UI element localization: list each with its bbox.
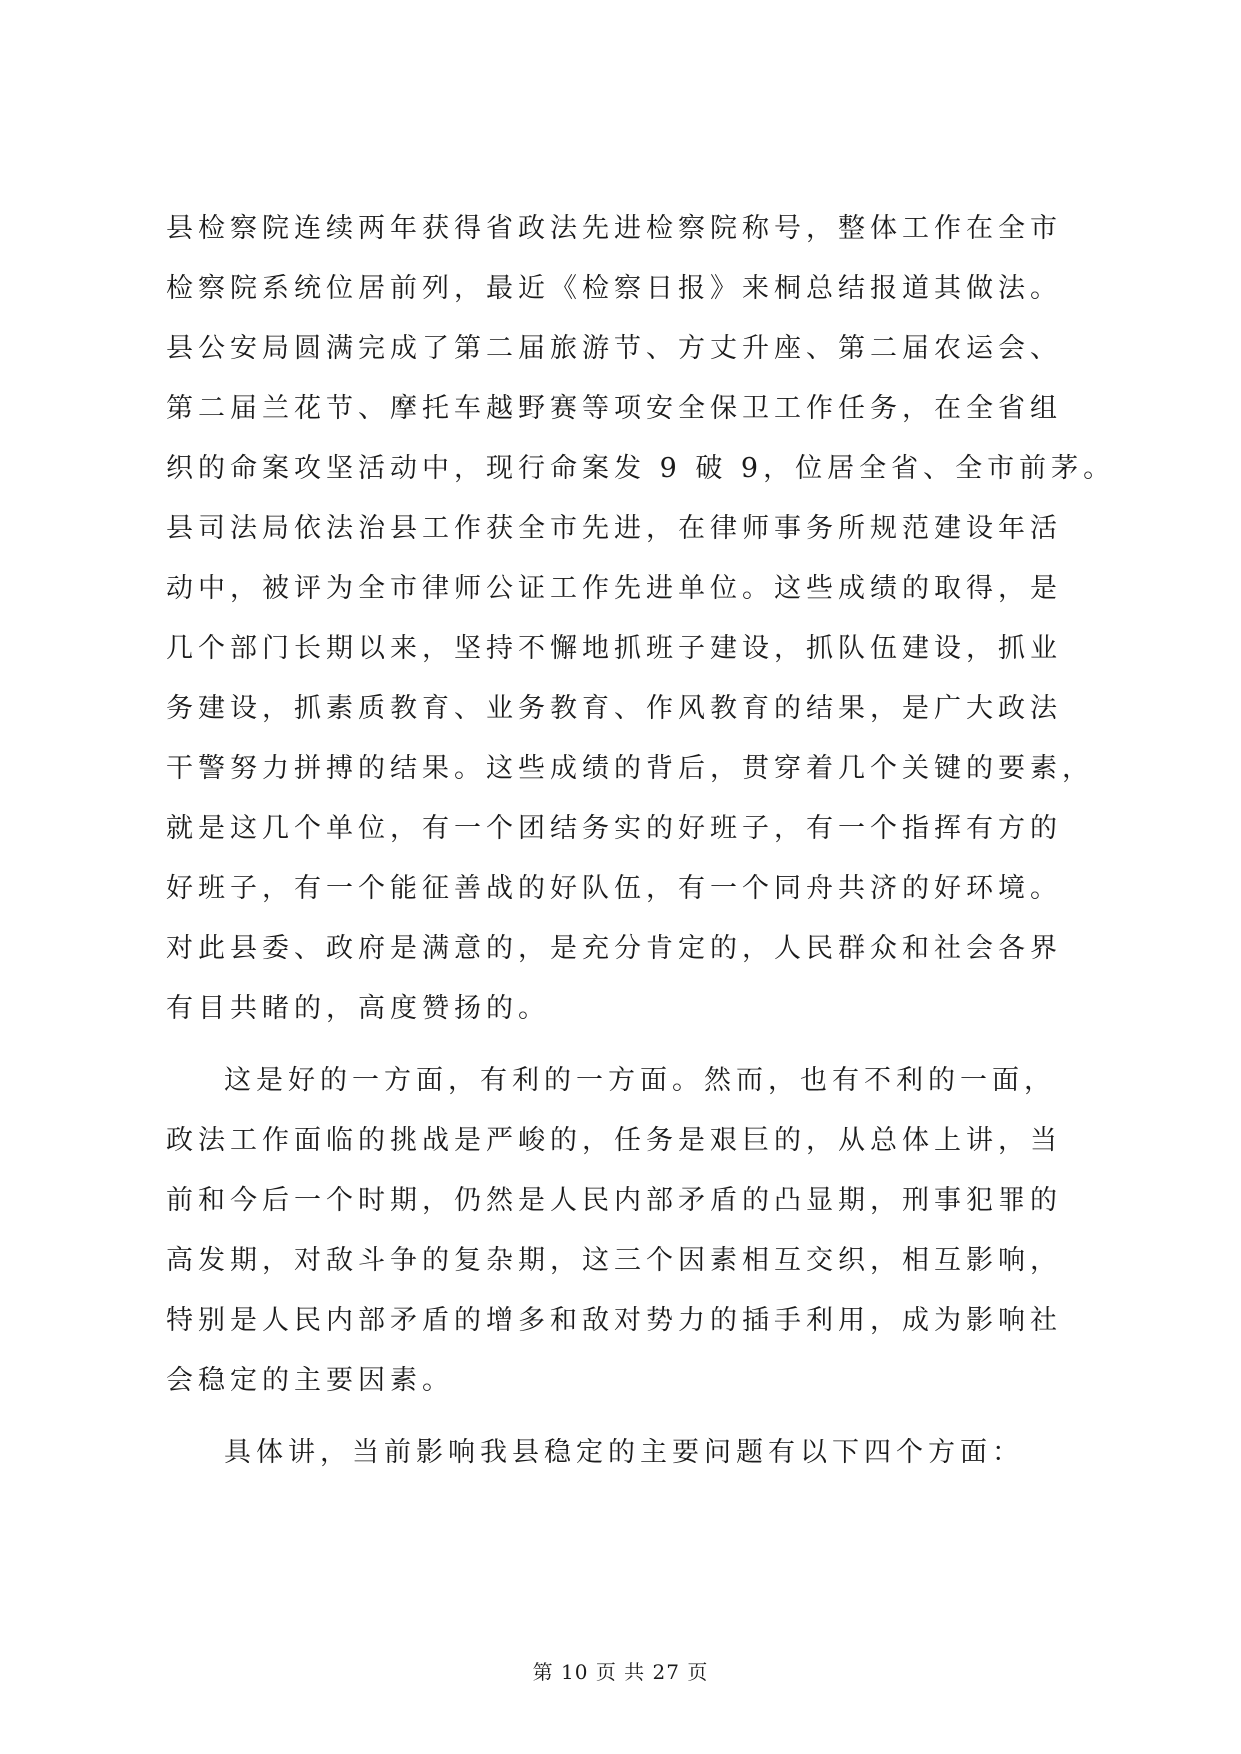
- text-line: 政法工作面临的挑战是严峻的，任务是艰巨的，从总体上讲，当: [166, 1125, 1062, 1156]
- text-line: 这是好的一方面，有利的一方面。然而，也有不利的一面，: [224, 1065, 1056, 1096]
- paragraph-1: [166, 199, 1116, 1039]
- text-line: 动中，被评为全市律师公证工作先进单位。这些成绩的取得，是: [166, 573, 1062, 604]
- text-line: 第二届兰花节、摩托车越野赛等项安全保卫工作任务，在全省组: [166, 393, 1062, 424]
- paragraph-3: [166, 1423, 1076, 1483]
- text-line: 对此县委、政府是满意的，是充分肯定的，人民群众和社会各界: [166, 933, 1062, 964]
- text-line: 检察院系统位居前列，最近《检察日报》来桐总结报道其做法。: [166, 273, 1062, 304]
- text-line: 几个部门长期以来，坚持不懈地抓班子建设，抓队伍建设，抓业: [166, 633, 1062, 664]
- text-line: 好班子，有一个能征善战的好队伍，有一个同舟共济的好环境。: [166, 873, 1062, 904]
- text-line: 有目共睹的，高度赞扬的。: [166, 993, 550, 1024]
- text-line: 县公安局圆满完成了第二届旅游节、方丈升座、第二届农运会、: [166, 333, 1062, 364]
- text-line: 干警努力拼搏的结果。这些成绩的背后，贯穿着几个关键的要素，: [166, 753, 1094, 784]
- text-line: 务建设，抓素质教育、业务教育、作风教育的结果，是广大政法: [166, 693, 1062, 724]
- text-line: 特别是人民内部矛盾的增多和敌对势力的插手利用，成为影响社: [166, 1305, 1062, 1336]
- text-line: 县司法局依法治县工作获全市先进，在律师事务所规范建设年活: [166, 513, 1062, 544]
- text-line: 会稳定的主要因素。: [166, 1365, 454, 1396]
- text-line: 高发期，对敌斗争的复杂期，这三个因素相互交织，相互影响，: [166, 1245, 1062, 1276]
- text-line: 具体讲，当前影响我县稳定的主要问题有以下四个方面：: [224, 1437, 1024, 1468]
- text-line: 县检察院连续两年获得省政法先进检察院称号，整体工作在全市: [166, 213, 1062, 244]
- text-line: 织的命案攻坚活动中，现行命案发 9 破 9，位居全省、全市前茅。: [166, 453, 1116, 484]
- text-line: 前和今后一个时期，仍然是人民内部矛盾的凸显期，刑事犯罪的: [166, 1185, 1062, 1216]
- page-number-footer: 第 10 页 共 27 页: [532, 1660, 709, 1684]
- document-body: [166, 199, 1116, 1483]
- paragraph-2: [166, 1051, 1076, 1411]
- text-line: 就是这几个单位，有一个团结务实的好班子，有一个指挥有方的: [166, 813, 1062, 844]
